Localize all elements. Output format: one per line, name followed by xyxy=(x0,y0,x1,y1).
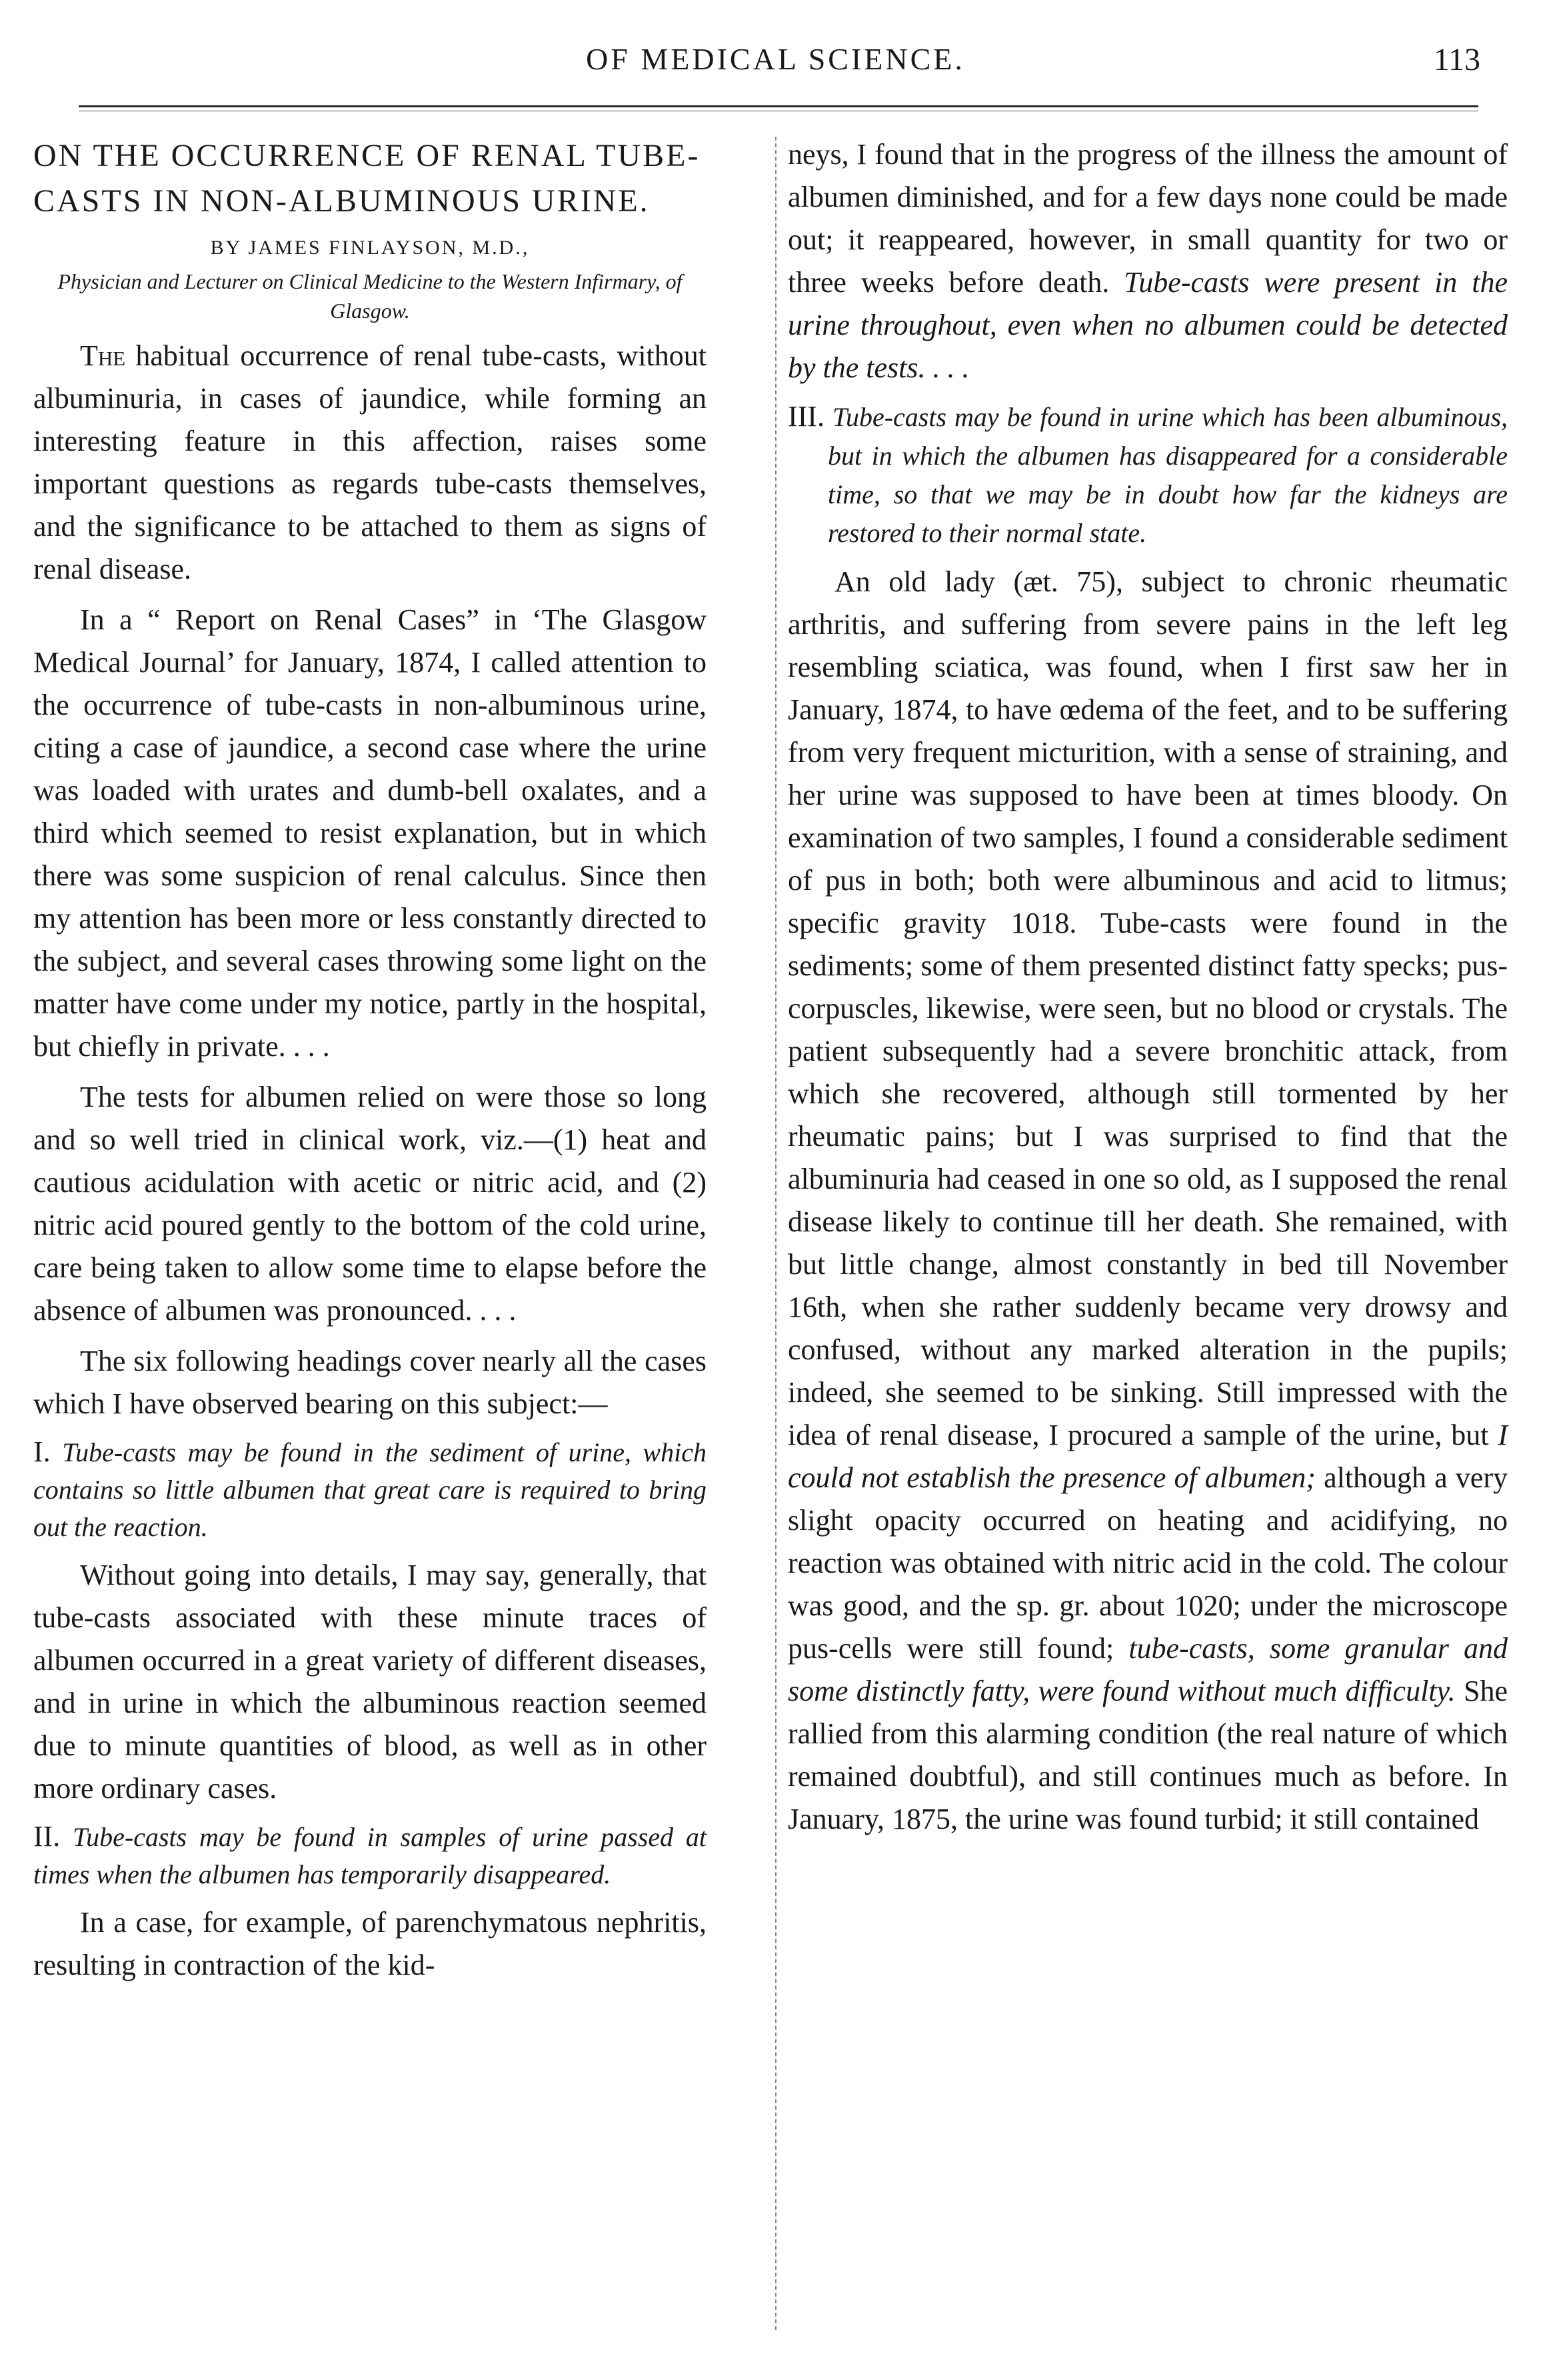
heading-number: I. xyxy=(33,1435,51,1468)
paragraph-emphasis: Tube-casts were present in the urine throughout, even when no albumen could be detected by the tests. . . . xyxy=(788,266,1508,384)
numbered-heading xyxy=(33,1433,707,1546)
heading-number: III. xyxy=(788,400,824,433)
heading-text: Tube-casts may be found in the sediment of urine, which contains so little albumen that great care is required to bring out the reaction. xyxy=(33,1437,707,1542)
paragraph: The six following headings cover nearly all the cases which I have observed bearing on this subject:— xyxy=(33,1345,707,1420)
paragraph-emphasis: tube-casts, some granular and some distinctly fatty, were found without much difficulty. xyxy=(788,1632,1508,1707)
paragraph-lead: The xyxy=(80,339,126,372)
paragraph: The tests for albumen relied on were those so long and so well tried in clinical work, viz.—(1) heat and cautious acidulation with acetic or nitric acid, and (2) nitric acid poured gently to the bottom of the cold urine, care being taken to allow some time to elapse before the absence of albumen was pronounced. . . . xyxy=(33,1081,707,1327)
paragraph-text: although a very slight opacity occurred on heating and acidifying, no reaction was obtained with nitric acid in the cold. The colour was good, and the sp. gr. about 1020; under the microscope pus-cells were still found; xyxy=(788,1461,1508,1665)
heading-number: II. xyxy=(33,1820,61,1853)
header-rule xyxy=(79,105,1478,107)
author-affiliation: Physician and Lecturer on Clinical Medicine to the Western Infirmary, of Glasgow. xyxy=(57,269,683,323)
numbered-heading xyxy=(788,397,1508,553)
left-column xyxy=(33,133,707,1995)
paragraph: Without going into details, I may say, generally, that tube-casts associated with these minute traces of albumen occurred in a great variety of different diseases, and in urine in which the albuminous reaction seemed due to minute quantities of blood, as well as in other more ordinary cases. xyxy=(33,1559,707,1805)
author-byline: BY JAMES FINLAYSON, M.D., xyxy=(210,237,530,259)
heading-text: Tube-casts may be found in urine which has been albuminous, but in which the albumen has disappeared for a considerable time, so that we may be in doubt how far the kidneys are restored to their normal state. xyxy=(828,402,1508,548)
paragraph: In a case, for example, of parenchymatous nephritis, resulting in contraction of the kid- xyxy=(33,1906,707,1981)
paragraph xyxy=(788,133,1508,389)
paragraph xyxy=(33,335,707,591)
numbered-heading xyxy=(33,1818,707,1893)
paragraph-emphasis: I could not establish the presence of albumen; xyxy=(788,1419,1508,1494)
running-head-title: OF MEDICAL SCIENCE. xyxy=(586,42,965,76)
paragraph xyxy=(788,561,1508,1841)
page-number: 113 xyxy=(1433,42,1480,77)
paragraph-text: She rallied from this alarming condition (the real nature of which remained doubtful), and still continues much as before. In January, 1875, the urine was found turbid; it still contained xyxy=(788,1675,1508,1835)
paragraph-text: habitual occurrence of renal tube-casts, without albuminuria, in cases of jaundice, while forming an interesting feature in this affection, raises some important questions as regards tube-casts themselves, and the significance to be attached to them as signs of renal disease. xyxy=(33,339,707,585)
paragraph-text: An old lady (æt. 75), subject to chronic rheumatic arthritis, and suffering from severe pains in the left leg resembling sciatica, was found, when I first saw her in January, 1874, to have œdema of the feet, and to be suffering from very frequent micturition, with a sense of straining, and her urine was supposed to have been at times bloody. On examination of two samples, I found a considerable sediment of pus in both; both were albuminous and acid to litmus; specific gravity 1018. Tube-casts were found in the sediments; some of them presented distinct fatty specks; pus-corpuscles, likewise, were seen, but no blood or crystals. The patient subsequently had a severe bronchitic attack, from which she recovered, although still tormented by her rheumatic pains; but I was surprised to find that the albuminuria had ceased in one so old, as I supposed the renal disease likely to continue till her death. She remained, with but little change, almost constantly in bed till November 16th, when she rather suddenly became very drowsy and confused, without any marked alteration in the pupils; indeed, she seemed to be sinking. Still impressed with the idea of renal disease, I procured a sample of the urine, but xyxy=(788,565,1508,1451)
paragraph-text: neys, I found that in the progress of the illness the amount of albumen diminished, and for a few days none could be made out; it reappeared, however, in small quantity for two or three weeks before death. xyxy=(788,138,1508,299)
article-title: ON THE OCCURRENCE OF RENAL TUBE-CASTS IN NON-ALBUMINOUS URINE. xyxy=(33,138,701,219)
column-divider xyxy=(775,137,776,2330)
running-head xyxy=(0,41,1551,95)
heading-text: Tube-casts may be found in samples of urine passed at times when the albumen has temporarily disappeared. xyxy=(33,1822,707,1889)
right-column xyxy=(788,133,1508,1849)
paragraph: In a “ Report on Renal Cases” in ‘The Glasgow Medical Journal’ for January, 1874, I called attention to the occurrence of tube-casts in non-albuminous urine, citing a case of jaundice, a second case where the urine was loaded with urates and dumb-bell oxalates, and a third which seemed to resist explanation, but in which there was some suspicion of renal calculus. Since then my attention has been more or less constantly directed to the subject, and several cases throwing some light on the matter have come under my notice, partly in the hospital, but chiefly in private. . . . xyxy=(33,603,707,1063)
